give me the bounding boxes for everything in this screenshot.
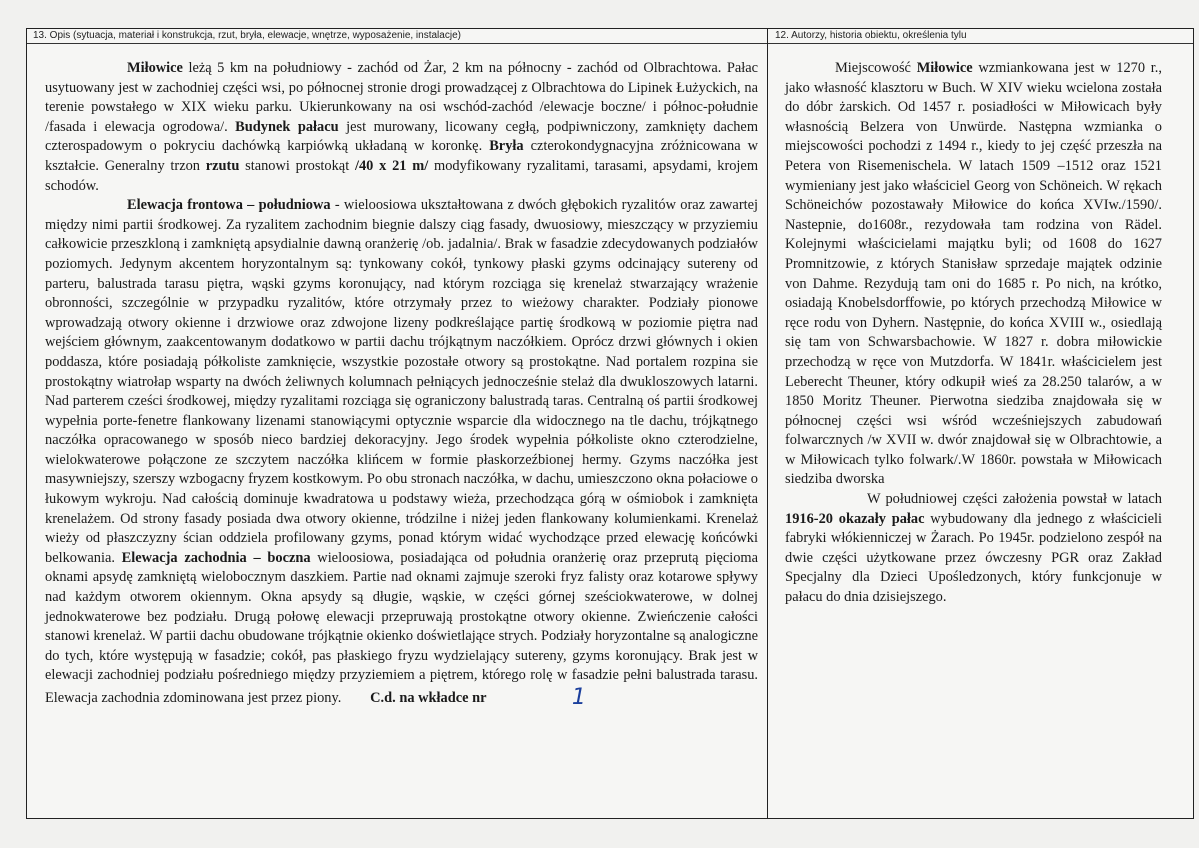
plan-heading: rzutu xyxy=(205,157,240,174)
mass-heading: Bryła xyxy=(489,138,524,155)
dimensions: /40 x 21 m/ xyxy=(354,157,429,174)
palace-date: 1916-20 okazały pałac xyxy=(785,510,925,527)
description-paragraph-elevations: Elewacja frontowa – południowa - wieloosiowa ukształtowana z dwóch głębokich ryzalitów oraz zawartej między nimi partii środkowej. Za ryzalitem zachodnim biegnie dalszy ciąg fasady, dwuosiowy, mieszczący w przyziemiu całkowicie przeszkloną i zamkniętą apsydialnie dawną oranżerię /ob. jadalnia/. Brak w fasadzie zdecydowanych podziałów poziomych. Jedynym akcentem horyzontalnym są: tynkowany cokół, tynkowy płaski gzyms odcinający sutereny od parteru, balustrada tarasu piętra, wąski gzyms koronujący, nad którym rozciąga się krenelaż stwarzający wrażenie obronności, szczególnie w przypadku ryzalitów, które otrzymały przez to wieżowy charakter. Podziały pionowe wprowadzają otwory okienne i drzwiowe oraz zdwojone lizeny podkreślające partię środkową w poziomie piętra nad wejściem głównym, zaakcentowanym dodatkowo w partii dachu trójkątnym naczółkiem. Oprócz drzwi głównych i okien poddasza, które posiadają półkoliste zamknięcie, wszystkie pozostałe otwory są prostokątne. Nad portalem rozpina sie prostokątny wiatrołap wsparty na dwóch żeliwnych kolumnach pełniących jednocześnie stelaż dla dwukloszowych latarni. Nad parterem cześci środkowej, między ryzalitami rozciąga się ograniczony balustradą taras. Centralną oś partii środkowej wypełnia porte-fenetre flankowany lizenami stanowiącymi optycznie wsparcie dla widocznego na tle dachu, trójkątnego naczółka opracowanego w sposób nieco bardziej dekoracyjny. Jego środek wypełnia półkoliste okno czterodzielne, wielokwaterowe połączone ze szczytem naczółka klińcem w formie płaskorzeźbionej hermy. Gzyms naczółka jest masywniejszy, szerszy wzbogacny fryzem kostkowym. Po obu stronach naczółka, w dachu, umieszczono okna połaciowe o łukowym wykroju. Nad całością dominuje kwadratowa u podstawy wieża, przechodząca górą w ośmiobok i zamknięta krenelażem. Od strony fasady posiada dwa otwory okienne, tródzilne i niżej jeden flankowany kolumienkami. Krenelaż wieży od płaszczyzny ścian oddziela profilowany gzyms, ponad którym widać wychodzące przed elewację końcówki belkowania. Elewacja zachodnia – boczna wieloosiowa, posiadająca od południa oranżerię oraz przeprutą pięcioma oknami apsydę zamkniętą wielobocznym daszkiem. Partie nad oknami zajmuje szeroki fryz falisty oraz kotarowe spływy nad każdym otworem okiennym. Okna apsydy są długie, wąskie, w części górnej sześciokwaterowe, w dolnej jednokwaterowe bez podziału. Drugą połowę elewacji przepruwają prostokątne otwory okienne. Zwieńczenie całości stanowi krenelaż. W partii dachu obudowane trójkątnie okienko doświetlające strych. Podziały horyzontalne są analogiczne do tych, które występują w fasadzie; cokół, pas płaskiego fryzu wydzielający sutereny, gzyms koronujący. Brak jest w elewacji zachodniej podziału pośredniego między przyziemiem a piętrem, którego rolę w fasadzie pełni balustrada tarasu. Elewacja zachodnia zdominowana jest przez piony. C.d. na wkładce nr 1 xyxy=(45,197,758,710)
inventory-card xyxy=(26,28,1194,819)
village-name-history: Miłowice xyxy=(916,60,973,76)
section-12-header: 12. Autorzy, historia obiektu, określenia tylu xyxy=(775,30,967,41)
village-name: Miłowice xyxy=(127,60,183,76)
west-elevation-heading: Elewacja zachodnia – boczna xyxy=(121,549,311,566)
handwritten-insert-number: 1 xyxy=(571,685,586,710)
description-column xyxy=(45,59,758,709)
section-13-header: 13. Opis (sytuacja, materiał i konstrukcja, rzut, bryła, elewacje, wnętrze, wyposażenie, instalacje) xyxy=(33,30,461,41)
front-elevation-heading: Elewacja frontowa – południowa xyxy=(127,197,331,214)
history-paragraph-owners: Miejscowość Miłowice wzmiankowana jest w 1270 r., jako własność klasztoru w Buch. W XIV wieku wcielona została do dóbr żarskich. Od 1457 r. posiadłości w Miłowicach były własnością Belzera von Unwürde. Następna wzmianka o miejscowości pochodzi z 1494 r., kiedy to jej część przeszła na Petera von Risemenischela. W latach 1509 –1512 oraz 1521 wymieniany jest jako właściciel Georg von Schöneich. W rękach Schöneichów pozostawały Miłowice do końca XVIw./1590/. Nastepnie, do1608r., rezydowała tam rodzina von Rädel. Kolejnymi właścicielami majątku byli; od 1608 do 1627 Promnitzowie, z których Stanisław sprzedaje majątek odzinie von Dahme. Rezydują tam oni do 1685 r. Po nich, na krótko, osiadają Knobelsdorffowie, po których przechodzą Miłowice w ręce rodu von Dyhern. Następnie, do końca XVIII w., osiedlają się tam von Schwarsbachowie. W 1827 r. dobra miłowickie przechodzą w ręce von Mutzdorfa. W 1841r. właścicielem jest Leberecht Theuner, który odkupił wieś za 28.250 talarów, a w 1850 Moritz Theuner. Pierwotna siedziba znajdowała się w północnej części wsi wśród wcześniejszych zabudowań folwarcznych /w XVII w. dwór znajdował się w Olbrachtowie, a w Miłowicach tylko folwark/.W 1860r. powstała w Miłowicach siedziba dworska xyxy=(785,60,1162,488)
history-paragraph-palace: W południowej części założenia powstał w latach 1916-20 okazały pałac wybudowany dla jednego z właścicieli fabryki włókienniczej w Żarach. Po 1945r. podzielono zespół na dwie części użytkowane przez ówczesny PGR oraz Zakład Specjalny dla Dzieci Upośledzonych, który funkcjonuje w pałacu do dnia dzisiejszego. xyxy=(785,491,1162,606)
description-paragraph-location: Miłowice leżą 5 km na południowy - zachód od Żar, 2 km na północny - zachód od Olbrachtowa. Pałac usytuowany jest w zachodniej części wsi, po północnej stronie drogi prowadzącej z Olbrachtowa do Lipinek Łużyckich, na terenie powstałego w XIX wieku parku. Ukierunkowany na osi wschód-zachód /elewacje boczne/ i północ-południe /fasada i elewacja ogrodowa/. Budynek pałacu jest murowany, licowany cegłą, podpiwniczony, zamknięty dachem czterospadowym o pokryciu dachówką karpiówką układaną w koronkę. Bryła czterokondygnacyjna zróżnicowana w kształcie. Generalny trzon rzutu stanowi prostokąt /40 x 21 m/ modyfikowany ryzalitami, tarasami, apsydami, krojem schodów. xyxy=(45,60,759,194)
building-heading: Budynek pałacu xyxy=(235,118,339,135)
column-divider xyxy=(767,29,768,818)
history-column xyxy=(785,59,1162,608)
header-rule xyxy=(27,43,1193,44)
continued-note: C.d. na wkładce nr 1 xyxy=(370,685,586,710)
